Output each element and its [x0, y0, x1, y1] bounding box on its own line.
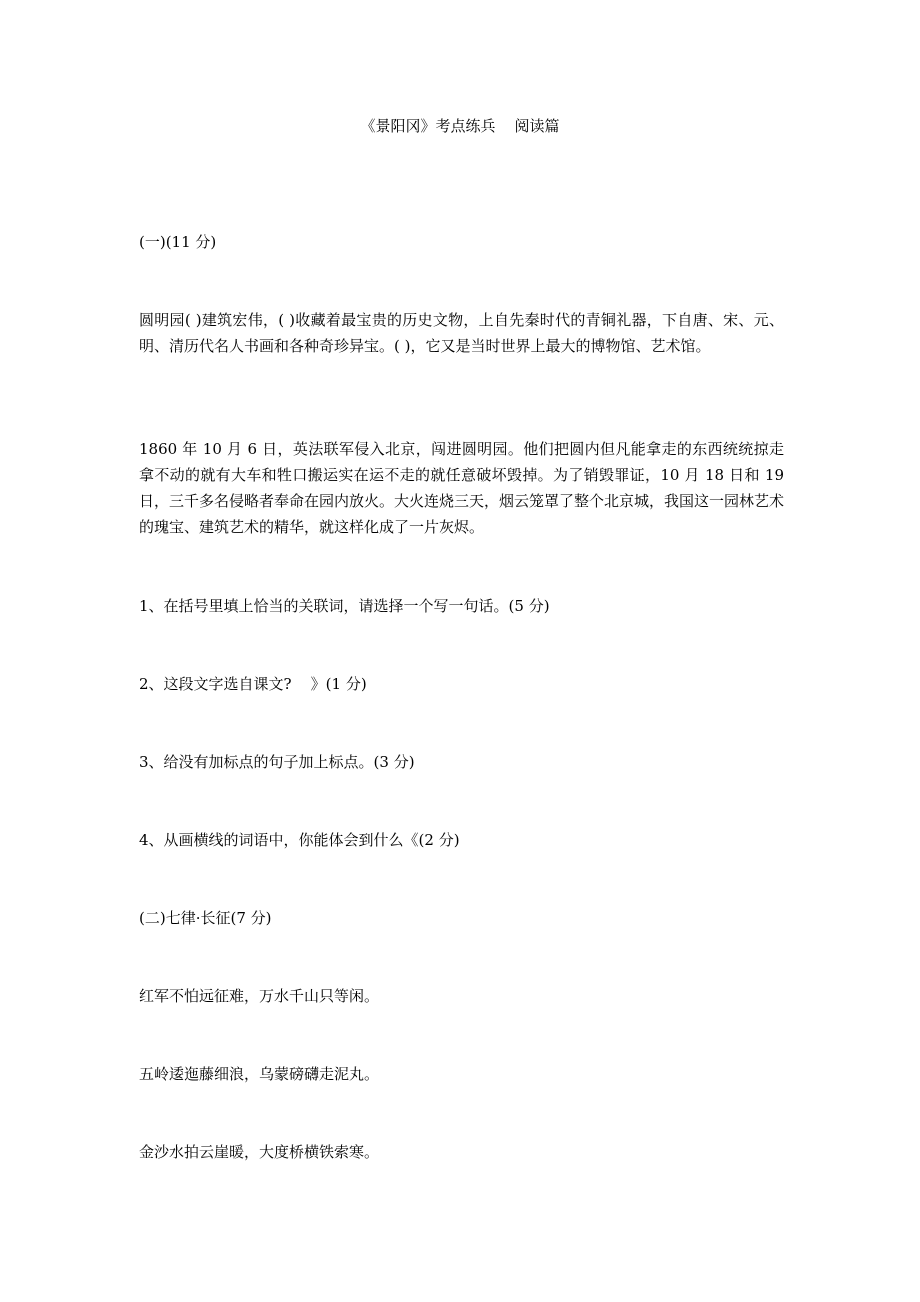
document-title: 《景阳冈》考点练兵 阅读篇 [360, 117, 560, 135]
passage-paragraph-2: 1860 年 10 月 6 日，英法联军侵入北京，闯进圆明园。他们把圆内但凡能拿走的东西统统掠走拿不动的就有大车和牲口搬运实在运不走的就任意破坏毁掉。为了销毁罪证，10 月 18 日和 19 日，三千多名侵略者奉命在园内放火。大火连烧三天，烟云笼罩了整个北京城，我国这一园林艺术的瑰宝、建筑艺术的精华，就这样化成了一片灰烬。 [139, 440, 785, 536]
passage-paragraph-1: 圆明园( )建筑宏伟，( )收藏着最宝贵的历史文物，上自先秦时代的青铜礼器，下自唐、宋、元、明、清历代名人书画和各种奇珍异宝。( )，它又是当时世界上最大的博物馆、艺术馆。 [139, 311, 784, 355]
poem-line-2: 五岭逶迤藤细浪，乌蒙磅礴走泥丸。 [139, 1065, 380, 1083]
poem-line-1: 红军不怕远征难，万水千山只等闲。 [139, 987, 380, 1005]
question-2: 2、这段文字选自课文? 》(1 分) [139, 675, 367, 693]
question-4: 4、从画横线的词语中，你能体会到什么《(2 分) [139, 831, 460, 849]
section-one-heading: (一)(11 分) [139, 233, 217, 251]
section-two-heading: (二)七律·长征(7 分) [139, 909, 272, 927]
question-3: 3、给没有加标点的句子加上标点。(3 分) [139, 753, 415, 771]
poem-line-3: 金沙水拍云崖暖，大度桥横铁索寒。 [139, 1143, 380, 1161]
question-1: 1、在括号里填上恰当的关联词，请选择一个写一句话。(5 分) [139, 597, 550, 615]
